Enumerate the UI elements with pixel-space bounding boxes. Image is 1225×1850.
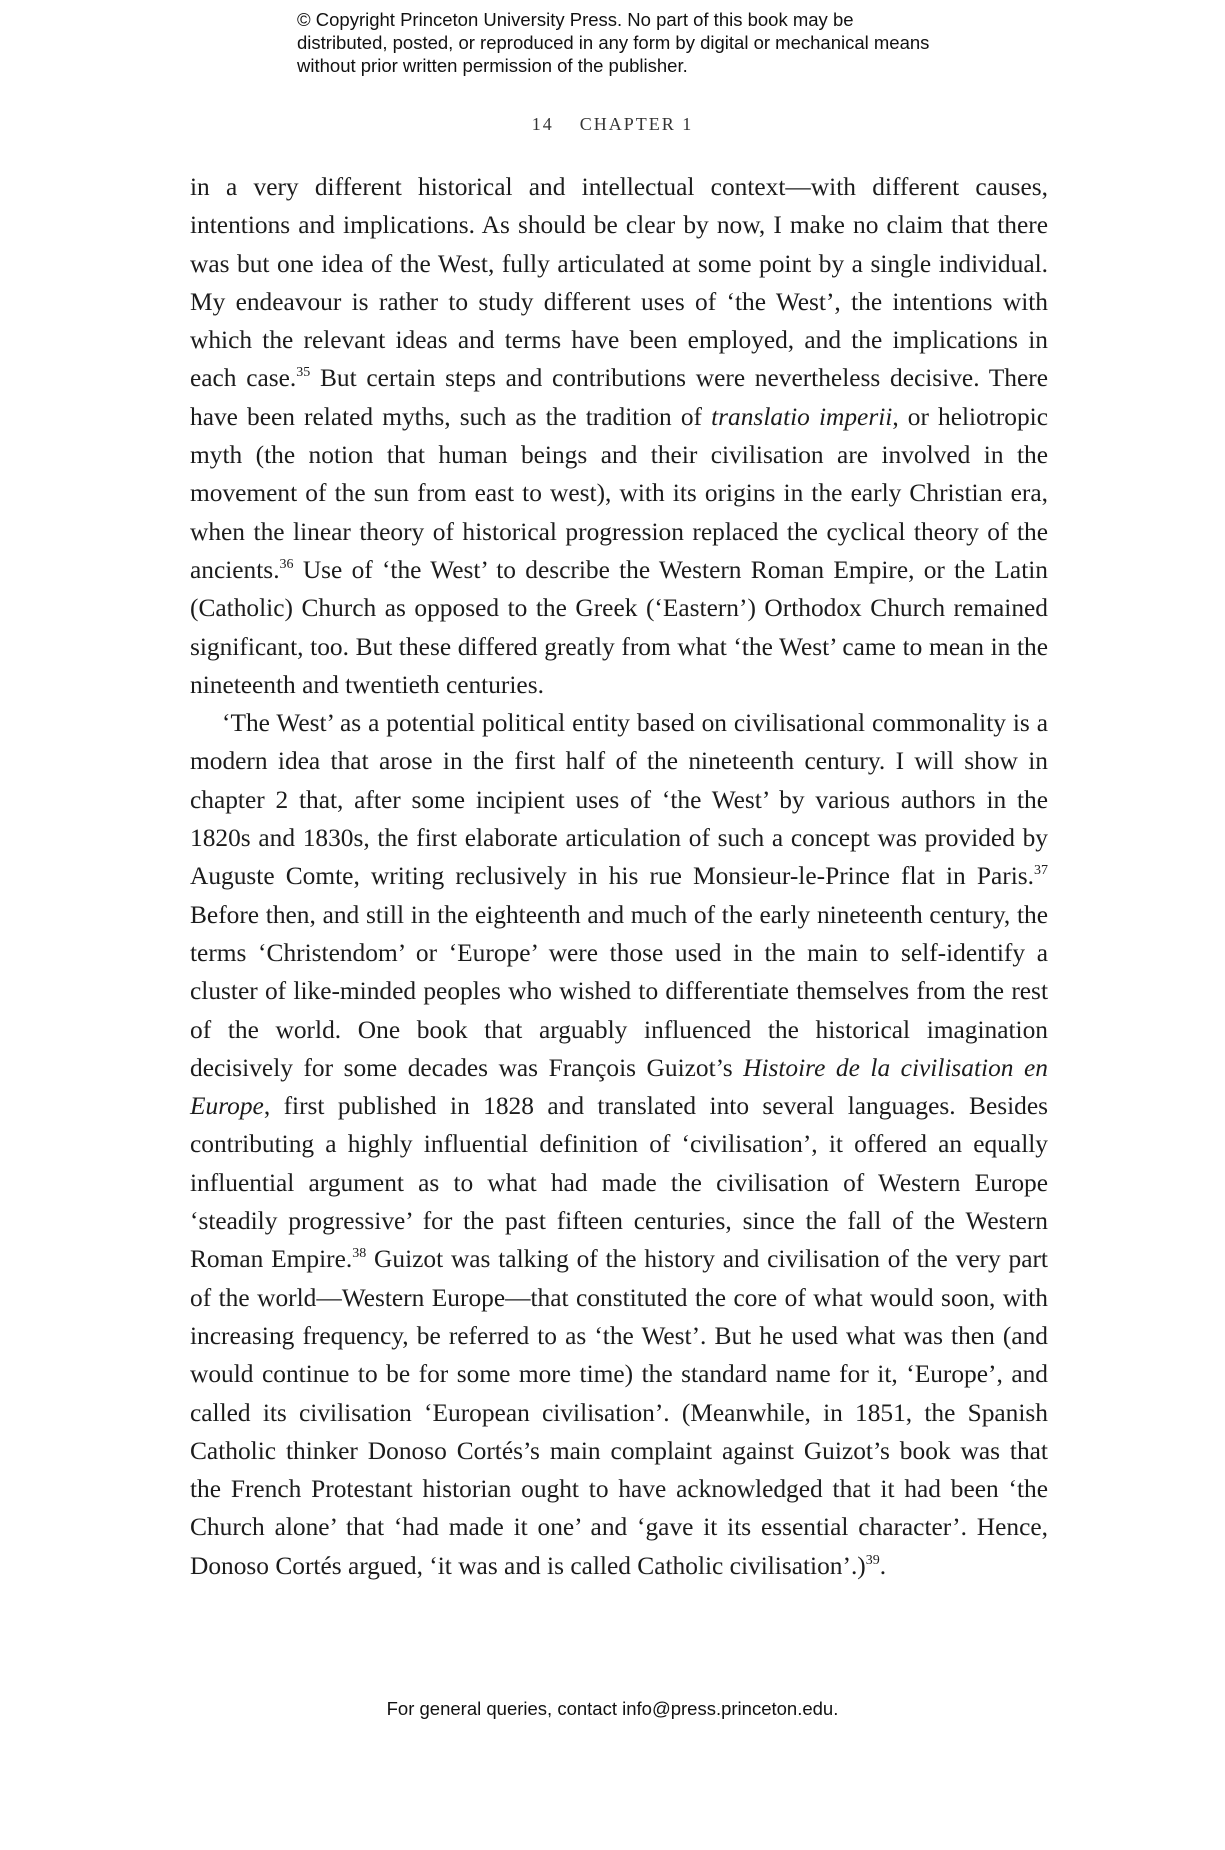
text-run: , first published in 1828 and translated into several languages. Besides contributing a highly influential definition of ‘civilisation’, it offered an equally influential argument as to what had made the civilisation of Western Europe ‘steadily progressive’ for the past fifteen centuries, since the fall of the Western Roman Empire.	[190, 1092, 1048, 1274]
text-run: Before then, and still in the eighteenth and much of the early nineteenth century, the terms ‘Christendom’ or ‘Europe’ were those used in the main to self-identify a cluster of like-minded peoples who wished to differentiate themselves from the rest of the world. One book that arguably influenced the historical imagination decisively for some decades was François Guizot’s	[190, 900, 1048, 1082]
text-run: But certain steps and contributions were nevertheless decisive. There have been related myths, such as the tradition of	[190, 364, 1049, 431]
text-run: Guizot was talking of the history and civilisation of the very part of the world—Western Europe—that constituted the core of what would soon, with increasing frequency, be referred to as ‘the West’. But he used what was then (and would continue to be for some more time) the standard name for it, ‘Europe’, and called its civilisation ‘European civilisation’. (Meanwhile, in 1851, the Spanish Catholic thinker Donoso Cortés’s main complaint against Guizot’s book was that the French Protestant historian ought to have acknowledged that it had been ‘the Church alone’ that ‘had made it one’ and ‘gave it its essential character’. Hence, Donoso Cortés argued, ‘it was and is called Catholic civilisation’.)	[190, 1245, 1048, 1580]
body-text	[190, 168, 1048, 1585]
footnote-ref-36[interactable]: 36	[279, 556, 294, 572]
page-number: 14	[531, 114, 554, 134]
paragraph-2	[190, 704, 1048, 1585]
footnote-ref-38[interactable]: 38	[352, 1246, 367, 1262]
chapter-title: CHAPTER 1	[579, 114, 694, 134]
copyright-notice: © Copyright Princeton University Press. No part of this book may be distributed, posted, or reproduced in any form by digital or mechanical means without prior written permission of the publisher.	[297, 9, 930, 76]
text-run: .	[879, 1551, 887, 1580]
text-run: ‘The West’ as a potential political entity based on civilisational commonality is a modern idea that arose in the first half of the nineteenth century. I will show in chapter 2 that, after some incipient uses of ‘the West’ by various authors in the 1820s and 1830s, the first elaborate articulation of such a concept was provided by Auguste Comte, writing reclusively in his rue Monsieur-le-Prince flat in Paris.	[190, 709, 1048, 891]
italic-title: Histoire de la civilisation en Europe	[190, 1053, 1048, 1121]
footnote-ref-37[interactable]: 37	[1034, 863, 1048, 879]
running-head	[0, 114, 1225, 135]
footnote-ref-39[interactable]: 39	[865, 1552, 880, 1568]
italic-title: translatio imperii	[711, 402, 893, 431]
footnote-ref-35[interactable]: 35	[296, 365, 311, 381]
text-run: Use of ‘the West’ to describe the Western Roman Empire, or the Latin (Catholic) Church as opposed to the Greek (‘Eastern’) Orthodox Church remained significant, too. But these differed greatly from what ‘the West’ came to mean in the nineteenth and twentieth centuries.	[190, 555, 1048, 699]
text-run: , or heliotropic myth (the notion that human beings and their civilisation are involved in the movement of the sun from east to west), with its origins in the early Christian era, when the linear theory of historical progression replaced the cyclical theory of the ancients.	[190, 402, 1048, 584]
text-run: in a very different historical and intellectual context—with different causes, intentions and implications. As should be clear by now, I make no claim that there was but one idea of the West, fully articulated at some point by a single individual. My endeavour is rather to study different uses of ‘the West’, the intentions with which the relevant ideas and terms have been employed, and the implications in each case.	[190, 173, 1048, 393]
paragraph-1	[190, 168, 1048, 704]
footer-contact: For general queries, contact info@press.princeton.edu.	[386, 1698, 839, 1719]
